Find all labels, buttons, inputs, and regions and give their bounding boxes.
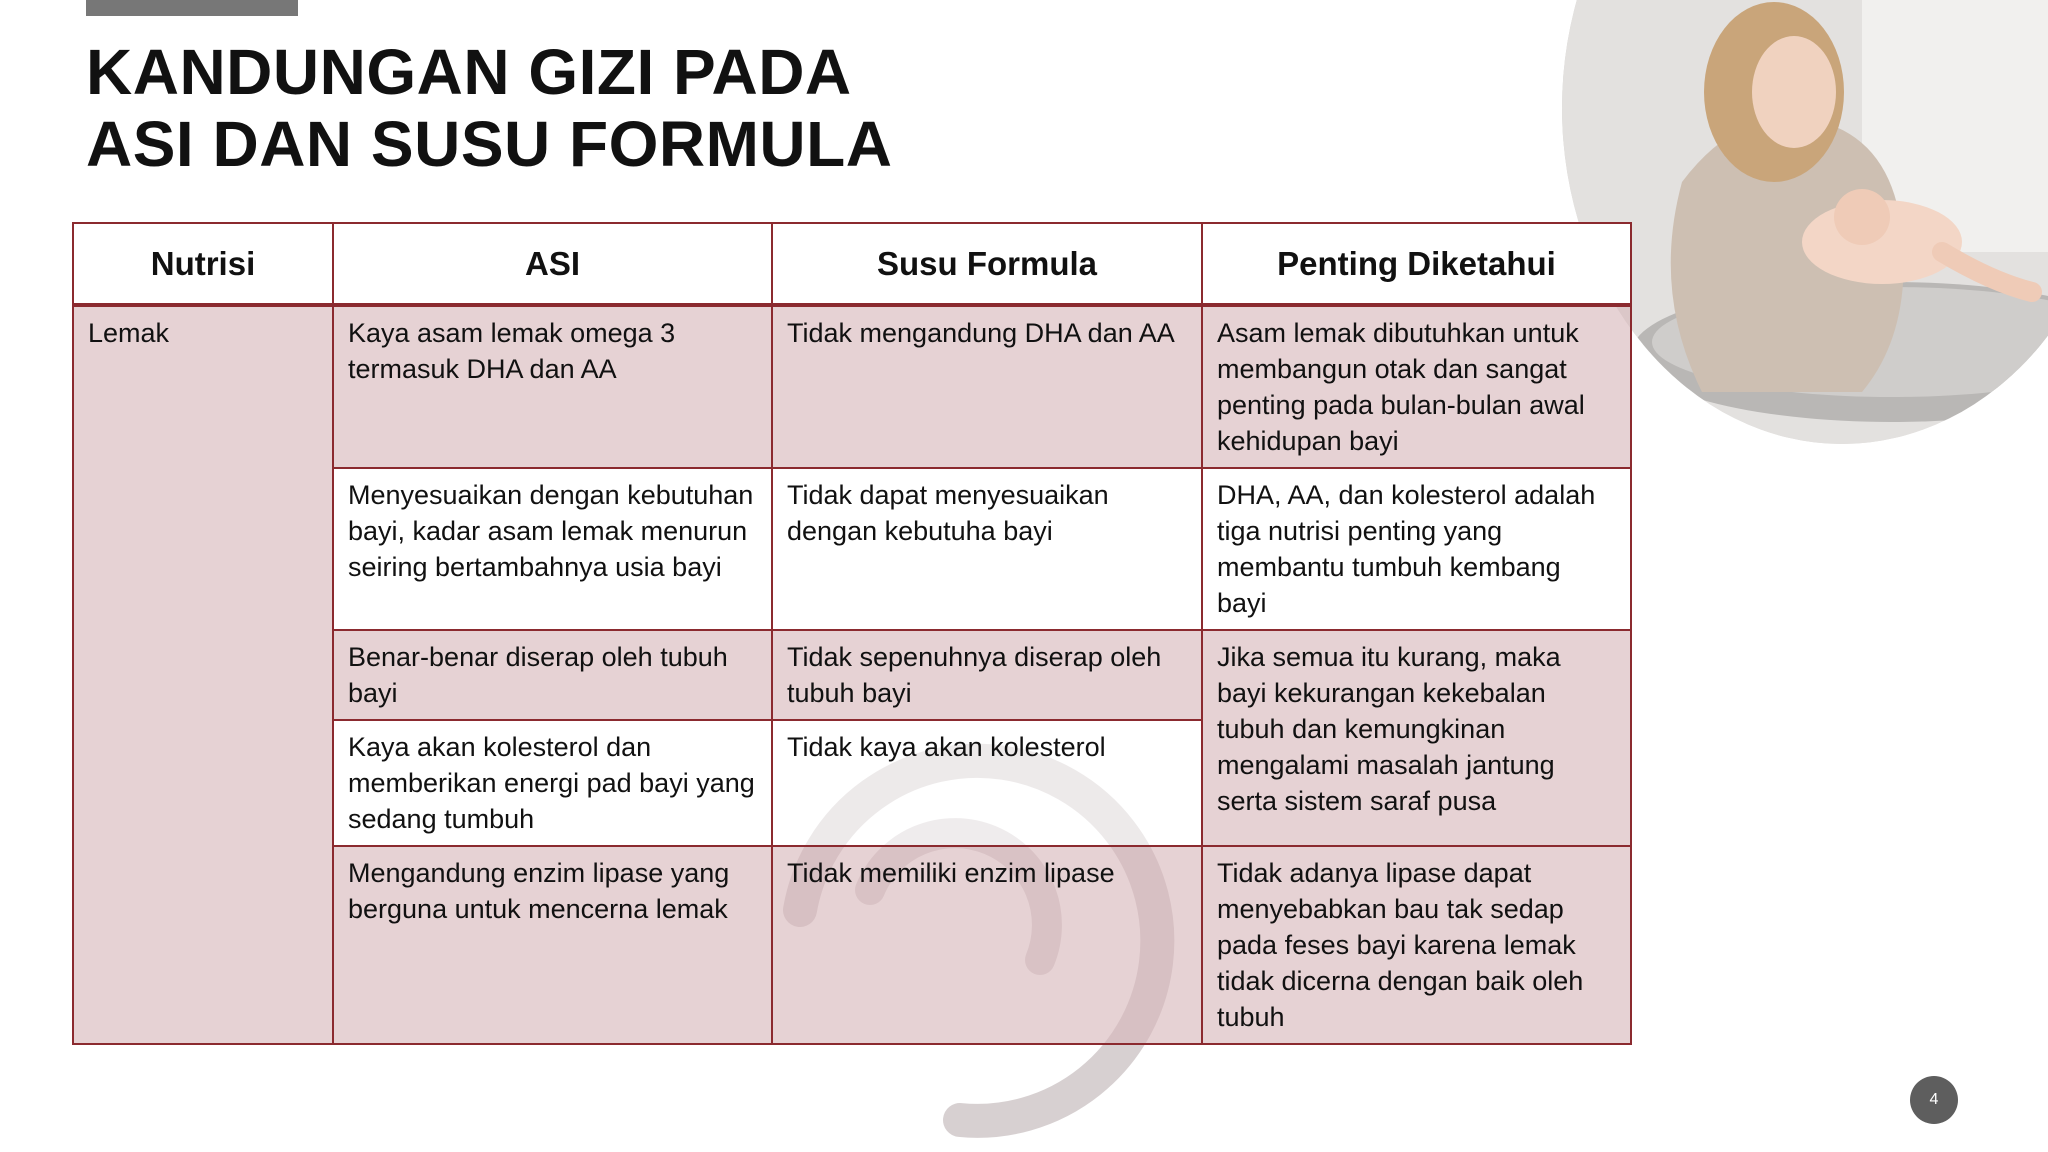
header-susu-formula: Susu Formula: [772, 223, 1202, 305]
asi-cell: Benar-benar diserap oleh tubuh bayi: [333, 630, 772, 720]
table-row: [73, 305, 1631, 468]
slide-title: [86, 36, 892, 180]
note-cell: Tidak adanya lipase dapat menyebabkan bau tak sedap pada feses bayi karena lemak tidak dicerna dengan baik oleh tubuh: [1202, 846, 1631, 1044]
formula-cell: Tidak dapat menyesuaikan dengan kebutuha bayi: [772, 468, 1202, 630]
header-asi: ASI: [333, 223, 772, 305]
top-accent-bar: [86, 0, 298, 16]
asi-cell: Kaya akan kolesterol dan memberikan energi pad bayi yang sedang tumbuh: [333, 720, 772, 846]
header-nutrisi: Nutrisi: [73, 223, 333, 305]
asi-cell: Kaya asam lemak omega 3 termasuk DHA dan AA: [333, 305, 772, 468]
asi-cell: Mengandung enzim lipase yang berguna untuk mencerna lemak: [333, 846, 772, 1044]
category-cell: Lemak: [73, 305, 333, 1044]
title-line-1: KANDUNGAN GIZI PADA: [86, 36, 852, 108]
page-number-badge: 4: [1910, 1076, 1958, 1124]
mother-breastfeeding-photo: [1562, 0, 2048, 444]
asi-cell: Menyesuaikan dengan kebutuhan bayi, kadar asam lemak menurun seiring bertambahnya usia bayi: [333, 468, 772, 630]
note-cell: Jika semua itu kurang, maka bayi kekurangan kekebalan tubuh dan kemungkinan mengalami masalah jantung serta sistem saraf pusa: [1202, 630, 1631, 846]
header-penting-diketahui: Penting Diketahui: [1202, 223, 1631, 305]
formula-cell: Tidak kaya akan kolesterol: [772, 720, 1202, 846]
formula-cell: Tidak memiliki enzim lipase: [772, 846, 1202, 1044]
note-cell: DHA, AA, dan kolesterol adalah tiga nutrisi penting yang membantu tumbuh kembang bayi: [1202, 468, 1631, 630]
note-cell: Asam lemak dibutuhkan untuk membangun otak dan sangat penting pada bulan-bulan awal kehidupan bayi: [1202, 305, 1631, 468]
title-line-2: ASI DAN SUSU FORMULA: [86, 108, 893, 180]
formula-cell: Tidak sepenuhnya diserap oleh tubuh bayi: [772, 630, 1202, 720]
table-header-row: [73, 223, 1631, 305]
nutrition-table: [72, 222, 1632, 1045]
formula-cell: Tidak mengandung DHA dan AA: [772, 305, 1202, 468]
